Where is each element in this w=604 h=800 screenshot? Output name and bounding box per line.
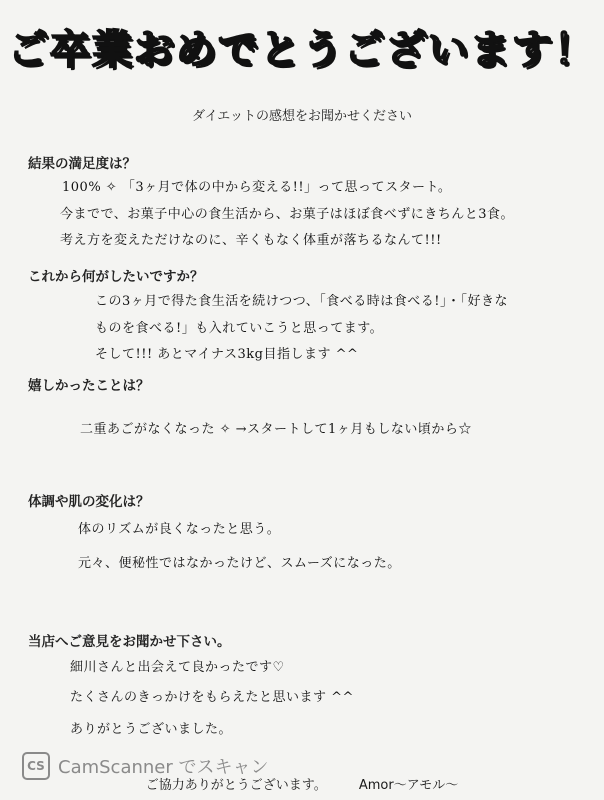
answer-line: 体のリズムが良くなったと思う。 (78, 522, 281, 537)
answer-line: 二重あごがなくなった ✧ →スタートして1ヶ月もしない頃から☆ (80, 422, 472, 437)
answer-line: たくさんのきっかけをもらえたと思います ^^ (70, 690, 354, 705)
question-feedback: 当店へご意見をお聞かせ下さい。 (28, 634, 231, 650)
watermark-text: CamScanner でスキャン (58, 757, 269, 778)
question-happy-things: 嬉しかったことは？ (28, 378, 150, 394)
footer (0, 774, 604, 793)
answer-line: この3ヶ月で得た食生活を続けつつ、「食べる時は食べる!」・「好きな (95, 294, 508, 309)
answer-line: 考え方を変えただけなのに、辛くもなく体重が落ちるなんて!!! (60, 233, 442, 248)
page-title: ご卒業おめでとうございます！ (8, 27, 596, 73)
answer-line: そして!!! あとマイナス3kg目指します ^^ (95, 347, 359, 362)
footer-brand: Amor～アモル～ (358, 778, 459, 793)
question-body-changes: 体調や肌の変化は？ (28, 494, 150, 510)
answer-line: 元々、便秘性ではなかったけど、スムーズになった。 (78, 556, 401, 571)
question-future-plans: これから何がしたいですか？ (28, 269, 204, 285)
answer-line: 細川さんと出会えて良かったです♡ (70, 660, 285, 675)
camscanner-logo-icon: CS (22, 752, 50, 780)
answer-line: 100% ✧ 「3ヶ月で体の中から変える!!」って思ってスタート。 (62, 180, 452, 195)
answer-line: ありがとうございました。 (70, 722, 233, 737)
answer-line: ものを食べる!」も入れていこうと思ってます。 (95, 321, 384, 336)
page-subtitle: ダイエットの感想をお聞かせください (192, 109, 412, 124)
answer-line: 今までで、お菓子中心の食生活から、お菓子はほぼ食べずにきちんと3食。 (60, 207, 515, 222)
footer-thanks: ご協力ありがとうございます。 (145, 778, 327, 793)
question-satisfaction: 結果の満足度は？ (28, 156, 136, 172)
